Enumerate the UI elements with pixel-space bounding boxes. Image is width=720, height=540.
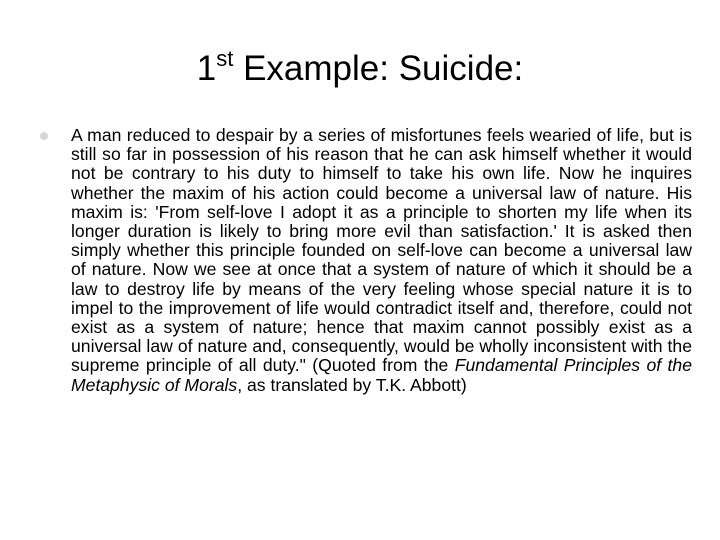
book-title: Fundamental Principles of the Metaphysic of Morals (71, 355, 692, 395)
title-text: Example: Suicide: (233, 49, 524, 88)
bullet-text-end: , as translated by T.K. Abbott) (237, 374, 467, 395)
title-number: 1 (196, 49, 217, 88)
bullet-text-main: A man reduced to despair by a series of misfortunes feels wearied of life, but is still so far in possession of his reason that he can ask himself whether it would not be contrary to his duty to himself to take his own life. Now he inquires whether the maxim of his action could become a universal law of nature. His maxim is: 'From self-love I adopt it as a principle to shorten my life when its longer duration is likely to bring more evil than satisfaction.' It is asked then simply whether this principle founded on self-love can become a universal law of nature. Now we see at once that a system of nature of which it should be a law to destroy life by means of the very feeling whose special nature it is to impel to the improvement of life would contradict itself and, therefore, could not exist as a system of nature; hence that maxim cannot possibly exist as a universal law of nature and, consequently, would be wholly inconsistent with the supreme principle of all duty." (Quoted from the (71, 125, 692, 376)
title-superscript: st (216, 46, 234, 71)
slide-title (0, 44, 720, 94)
bullet-dot-icon (40, 132, 48, 140)
bullet-paragraph (71, 126, 692, 395)
